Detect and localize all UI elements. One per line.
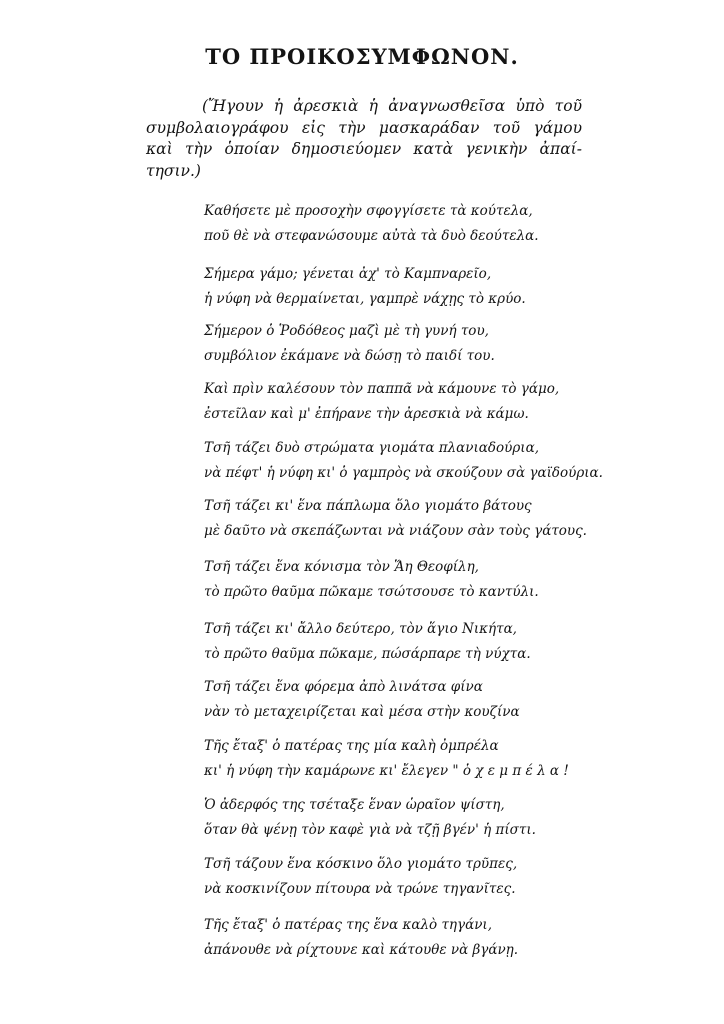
verse-line: Ὁ ἀδερφός της τσέταξε ἕναν ὡραῖον ψίστη, <box>204 797 505 813</box>
verse-line: ποῦ θὲ νὰ στεφανώσουμε αὐτὰ τὰ δυὸ δεούτελα. <box>204 228 539 244</box>
verse-line: Τσῆ τάζει κι' ἄλλο δεύτερο, τὸν ἅγιο Νικήτα, <box>204 621 517 637</box>
verse-line: Τσῆ τάζει κι' ἕνα πάπλωμα ὅλο γιομάτο βάτους <box>204 498 532 514</box>
page-title: ΤΟ ΠΡΟΙΚΟΣΥΜΦΩΝΟΝ. <box>205 44 519 69</box>
verse-line: Τσῆ τάζει ἕνα φόρεμα ἀπὸ λινάτσα φίνα <box>204 679 483 695</box>
intro-line: συμβολαιογράφου εἰς τὴν μασκαράδαν τοῦ γάμου <box>146 118 582 137</box>
verse-line: τὸ πρῶτο θαῦμα πῶκαμε, πώσάρπαρε τὴ νύχτα. <box>204 646 531 662</box>
verse-line: μὲ δαῦτο νὰ σκεπάζωνται νὰ νιάζουν σὰν τοὺς γάτους. <box>204 523 587 539</box>
verse-line: νὰ κοσκινίζουν πίτουρα νὰ τρώνε τηγανῖτες. <box>204 881 516 897</box>
stanza <box>204 675 520 725</box>
stanza <box>204 199 539 249</box>
verse-line: Καθήσετε μὲ προσοχὴν σφογγίσετε τὰ κούτελα, <box>204 203 533 219</box>
verse-line: ἀπάνουθε νὰ ρίχτουνε καὶ κάτουθε νὰ βγάνῃ. <box>204 942 519 958</box>
verse-line: τὸ πρῶτο θαῦμα πῶκαμε τσώτσουσε τὸ καντύλι. <box>204 584 539 600</box>
stanza <box>204 734 569 784</box>
stanza <box>204 913 518 963</box>
verse-line: Καὶ πρὶν καλέσουν τὸν παππᾶ νὰ κάμουνε τὸ γάμο, <box>204 381 560 397</box>
stanza <box>204 793 536 843</box>
stanza <box>204 494 587 544</box>
verse-line: Τσῆ τάζει ἕνα κόνισμα τὸν Ἅη Θεοφίλη, <box>204 559 479 575</box>
verse-line: ὅταν θὰ ψένῃ τὸν καφὲ γιὰ νὰ τζῇ βγέν' ἡ πίστι. <box>204 822 536 838</box>
stanza <box>204 262 526 312</box>
verse-line: Σήμερον ὁ Ῥοδόθεος μαζὶ μὲ τὴ γυνή του, <box>204 323 489 339</box>
intro-paragraph <box>146 96 582 182</box>
intro-line: (Ἤγουν ἡ ἀρεσκιὰ ἡ ἀναγνωσθεῖσα ὑπὸ τοῦ <box>202 97 582 115</box>
stanza <box>204 319 495 369</box>
verse-line: Τσῆ τάζει δυὸ στρώματα γιομάτα πλανιαδούρια, <box>204 440 539 456</box>
verse-line: Τῆς ἔταξ' ὁ πατέρας της ἕνα καλὸ τηγάνι, <box>204 917 492 933</box>
verse-line: συμβόλιον ἐκάμανε νὰ δώσῃ τὸ παιδί του. <box>204 348 495 364</box>
verse-line: κι' ἡ νύφη τὴν καμάρωνε κι' ἔλεγεν " ὁ χ ε μ π έ λ α ! <box>204 763 569 779</box>
verse-line: νὰ πέφτ' ἡ νύφη κι' ὁ γαμπρὸς νὰ σκούζουν σὰ γαϊδούρια. <box>204 465 603 481</box>
verse-line: ἐστεῖλαν καὶ μ' ἐπήρανε τὴν ἀρεσκιὰ νὰ κάμω. <box>204 406 529 422</box>
verse-line: Σήμερα γάμο; γένεται ἀχ' τὸ Καμπναρεῖο, <box>204 266 492 282</box>
stanza <box>204 436 603 486</box>
verse-line: Τῆς ἔταξ' ὁ πατέρας της μία καλὴ ὀμπρέλα <box>204 738 499 754</box>
verse-line: Τσῆ τάζουν ἕνα κόσκινο ὅλο γιομάτο τρῦπες, <box>204 856 518 872</box>
intro-line: καὶ τὴν ὁποίαν δημοσιεύομεν κατὰ γενικὴν ἀπαί- <box>146 140 582 158</box>
stanza <box>204 617 531 667</box>
intro-line: τησιν.) <box>146 161 201 180</box>
verse-line: ἡ νύφη νὰ θερμαίνεται, γαμπρὲ νάχῃς τὸ κρύο. <box>204 291 526 307</box>
stanza <box>204 555 539 605</box>
stanza <box>204 377 559 427</box>
stanza <box>204 852 517 902</box>
verse-line: νὰν τὸ μεταχειρίζεται καὶ μέσα στὴν κουζίνα <box>204 704 520 720</box>
